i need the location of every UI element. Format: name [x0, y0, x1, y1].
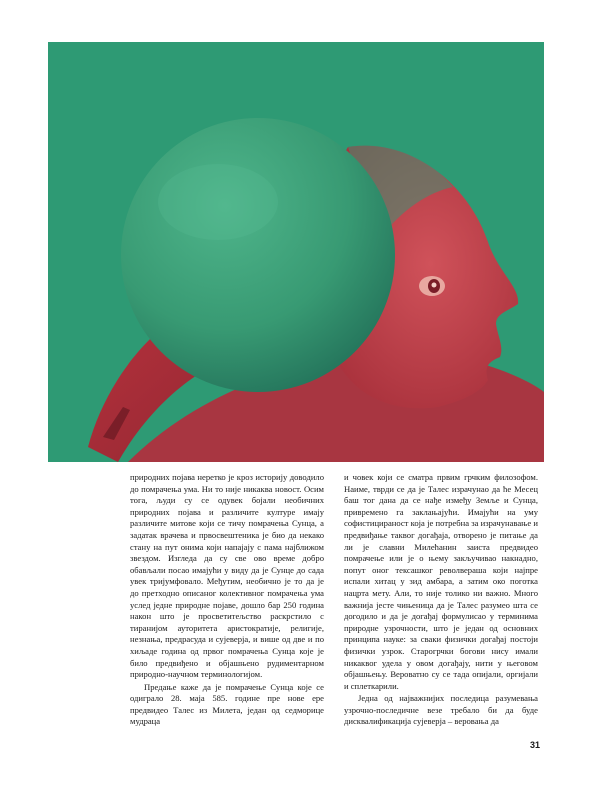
editorial-illustration — [48, 42, 544, 462]
paragraph: Предање каже да је помрачење Сунца које се одиграло 28. маја 585. године пре нове ере предвидео Талес из Милета, један од седморице мудраца — [130, 681, 324, 727]
text-column-left — [130, 472, 324, 728]
paragraph: природних појава неретко је кроз историју доводило до помрачења ума. Ни то није никаква новост. Осим тога, људи су се одувек бојали необичних природних појава и различите културе имају различите митове који се тичу помрачења Сунца, а задатак врачева и првосвештеника је био да некако стану на пут онима који напајају с пама најближом звездом. Изгледа да су све ово време добро обављали посао имајући у виду да је Сунце до сада увек тријумфовало. Међутим, необично је то да је до претходно описаног колективног помрачења ума услед једне природне појаве, дошло бар 250 година након што је просветитељство раскрстило с тиранијом ауторитета аристократије, религије, незнања, предрасуда и сујеверја, и више од две и по хиљаде година од првог помрачења Сунца које је било предвиђено и објашњено рудиментарном природно-научном терминологијом. — [130, 472, 324, 680]
paragraph: и човек који се сматра првим грчким филозофом. Наиме, тврди се да је Талес израчунао да ће Месец баш тог дана да се нађе између Земље и Сунца, привремено га заклањајући. Имајући на уму софистицираност која је потребна за израчунавање и предвиђање таквог догађаја, отворено је питање да ли је славни Милећанин заиста предвидео помрачење или је о њему закључивао накнадно, попут оног тексашког револвераша који најпре испали хитац у зид амбара, а затим око поготка нацрта мету. Али, то није толико ни важно. Много важнија јесте чињеница да је Талес разумео шта се догодило и да је догађај формулисао у терминима природне узрочности, што је један од основних принципа науке: за сваки физички догађај постоји физички узрок. Старогрчки богови нису имали никаквог удела у овом догађају, нити у његовом објашњењу. Вероватно су се тада опијали, оргијали и сплеткарили. — [344, 472, 538, 691]
text-column-right — [344, 472, 538, 728]
paragraph: Једна од најважнијих последица разумевања узрочно-последичне везе требало би да буде дисквалификација сујеверја – веровања да — [344, 693, 538, 727]
green-sphere — [121, 118, 395, 392]
page-number: 31 — [530, 740, 541, 750]
illustration-art — [48, 42, 544, 462]
